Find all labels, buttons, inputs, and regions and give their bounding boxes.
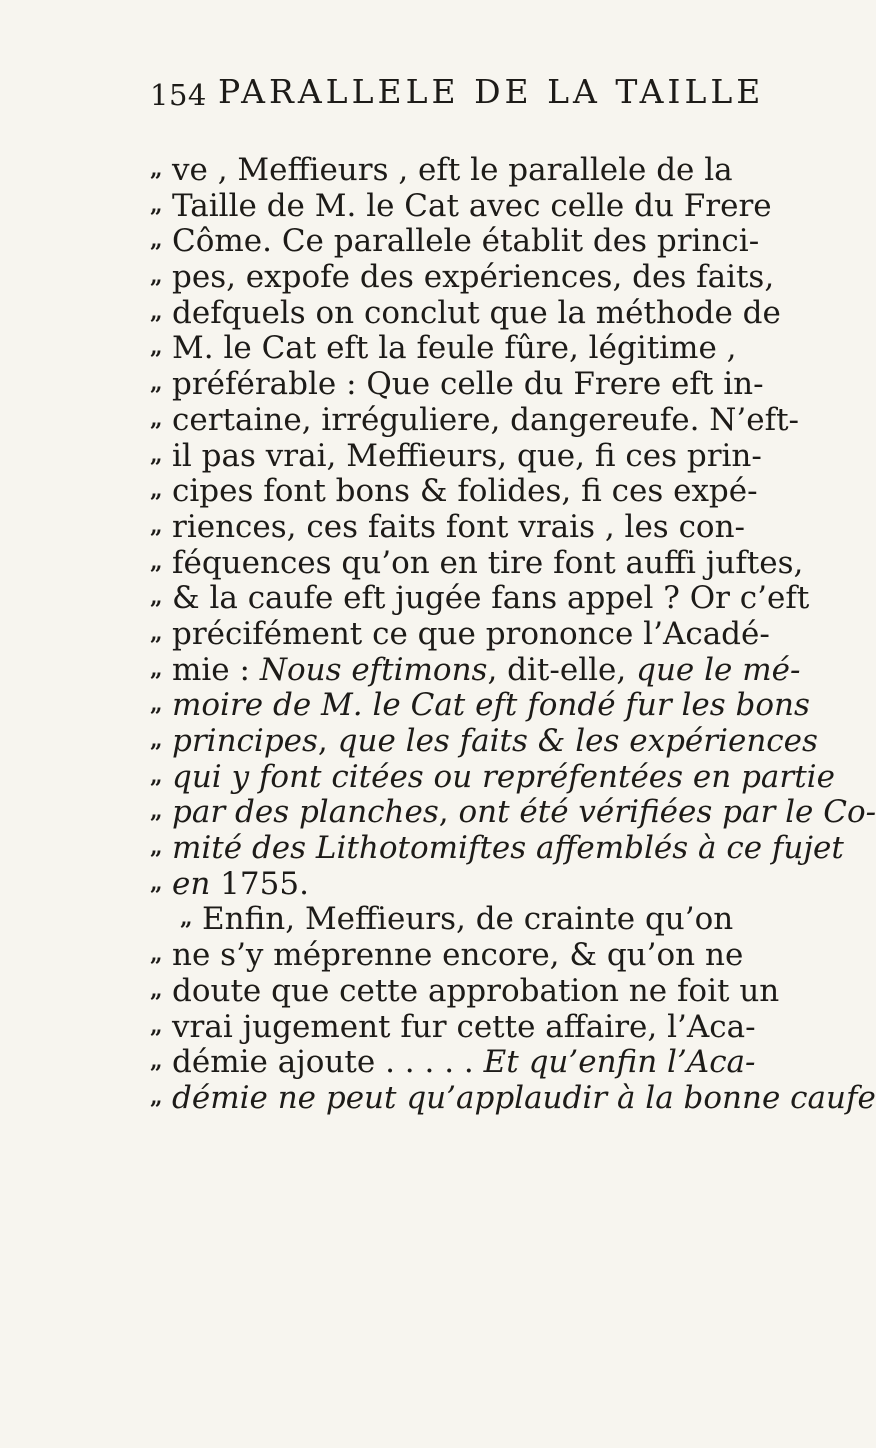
quotation-mark: „ bbox=[150, 512, 163, 539]
quotation-mark: „ bbox=[150, 405, 163, 432]
running-head bbox=[150, 72, 765, 122]
running-title: PARALLELE DE LA TAILLE bbox=[218, 72, 765, 111]
quotation-mark: „ bbox=[150, 655, 163, 682]
quotation-mark: „ bbox=[150, 941, 163, 968]
italic-text: Nous eftimons bbox=[259, 651, 488, 688]
text-line bbox=[150, 758, 835, 795]
body-text bbox=[150, 152, 876, 1116]
quotation-mark: „ bbox=[150, 370, 163, 397]
text-segment: , bbox=[438, 794, 459, 831]
text-segment: defquels on conclut que la méthode de bbox=[172, 294, 781, 331]
text-line bbox=[150, 937, 770, 973]
quotation-mark: „ bbox=[150, 1048, 163, 1075]
italic-text: moire de M. le Cat eft fondé fur les bons bbox=[172, 687, 810, 724]
italic-text: que les faits & les expériences bbox=[337, 723, 818, 759]
quotation-mark: „ bbox=[150, 156, 163, 182]
text-line bbox=[150, 509, 770, 545]
text-segment: ne s’y méprenne encore, & qu’on ne bbox=[172, 937, 744, 974]
quotation-mark: „ bbox=[150, 548, 163, 575]
text-segment: riences, ces faits font vrais , les con- bbox=[172, 508, 746, 545]
text-segment: ve , Meffieurs , eft le parallele de la bbox=[172, 152, 733, 188]
quotation-mark: „ bbox=[150, 691, 163, 718]
quotation-mark: „ bbox=[180, 905, 193, 932]
text-line bbox=[150, 901, 770, 937]
text-segment: M. le Cat eft la feule fûre, légitime , bbox=[172, 330, 737, 367]
italic-text: ont été vérifiées par le Co- bbox=[458, 794, 876, 831]
text-line bbox=[150, 1044, 770, 1080]
text-segment: Enfin, Meffieurs, de crainte qu’on bbox=[202, 901, 734, 938]
text-line bbox=[150, 330, 770, 366]
text-line bbox=[150, 438, 770, 474]
text-segment: précifément ce que prononce l’Acadé- bbox=[172, 615, 770, 652]
text-segment: certaine, irréguliere, dangereufe. N’eft- bbox=[172, 401, 800, 438]
text-segment: cipes font bons & folides, fi ces expé- bbox=[172, 473, 758, 510]
text-segment: féquences qu’on en tire font auffi juftes, bbox=[172, 544, 804, 581]
quotation-mark: „ bbox=[150, 1083, 163, 1110]
quotation-mark: „ bbox=[150, 227, 163, 254]
quotation-mark: „ bbox=[150, 798, 163, 825]
italic-text: mité des Lithotomiftes affemblés à ce fujet bbox=[172, 830, 844, 867]
text-line bbox=[150, 830, 844, 867]
quotation-mark: „ bbox=[150, 441, 163, 468]
text-segment: démie ajoute . . . . . bbox=[172, 1044, 484, 1081]
quotation-mark: „ bbox=[150, 976, 163, 1003]
text-line bbox=[150, 723, 818, 759]
text-line bbox=[150, 223, 770, 259]
quotation-mark: „ bbox=[150, 584, 163, 611]
quotation-mark: „ bbox=[150, 263, 163, 290]
text-line bbox=[150, 972, 780, 1009]
italic-text: en bbox=[172, 865, 221, 902]
quotation-mark: „ bbox=[150, 619, 163, 646]
text-segment: vrai jugement fur cette affaire, l’Aca- bbox=[172, 1008, 756, 1045]
text-segment: il pas vrai, Meffieurs, que, fi ces prin- bbox=[172, 437, 762, 474]
text-line bbox=[150, 651, 801, 688]
text-line bbox=[150, 1009, 770, 1045]
text-line bbox=[150, 473, 770, 509]
italic-text: qui y font citées ou repréfentées en partie bbox=[172, 758, 835, 795]
text-segment: Taille de M. le Cat avec celle du Frere bbox=[172, 187, 772, 224]
italic-text: par des planches bbox=[172, 794, 439, 831]
text-line bbox=[150, 152, 770, 188]
quotation-mark: „ bbox=[150, 762, 163, 789]
quotation-mark: „ bbox=[150, 834, 163, 861]
text-line bbox=[150, 188, 770, 224]
italic-text: démie ne peut qu’applaudir à la bonne caufe bbox=[172, 1079, 876, 1116]
text-line bbox=[150, 580, 810, 617]
quotation-mark: „ bbox=[150, 869, 163, 896]
quotation-mark: „ bbox=[150, 1012, 163, 1039]
text-line bbox=[150, 866, 770, 902]
quotation-mark: „ bbox=[150, 477, 163, 504]
italic-text: que le mé- bbox=[636, 651, 801, 688]
text-segment: doute que cette approbation ne foit un bbox=[172, 972, 780, 1009]
text-segment: préférable : Que celle du Frere eft in- bbox=[172, 366, 764, 403]
text-segment: Côme. Ce parallele établit des princi- bbox=[172, 223, 760, 260]
quotation-mark: „ bbox=[150, 191, 163, 218]
text-line bbox=[150, 687, 810, 724]
text-line bbox=[150, 401, 800, 438]
text-line bbox=[150, 616, 770, 652]
text-segment: , bbox=[317, 723, 338, 759]
text-line bbox=[150, 1079, 876, 1116]
quotation-mark: „ bbox=[150, 727, 163, 753]
text-line bbox=[150, 259, 775, 296]
quotation-mark: „ bbox=[150, 298, 163, 325]
italic-text: principes bbox=[172, 723, 318, 759]
text-segment: pes, expofe des expériences, des faits, bbox=[172, 259, 775, 296]
text-line bbox=[150, 366, 770, 402]
page-number: 154 bbox=[150, 78, 207, 112]
text-segment: mie : bbox=[172, 651, 260, 688]
text-line bbox=[150, 294, 781, 331]
text-line bbox=[150, 794, 876, 831]
text-segment: 1755. bbox=[220, 865, 309, 902]
text-segment: , dit-elle, bbox=[487, 651, 637, 688]
text-line bbox=[150, 544, 804, 581]
italic-text: Et qu’enfin l’Aca- bbox=[483, 1044, 756, 1081]
text-segment: & la caufe eft jugée fans appel ? Or c’eft bbox=[172, 580, 810, 617]
quotation-mark: „ bbox=[150, 334, 163, 361]
